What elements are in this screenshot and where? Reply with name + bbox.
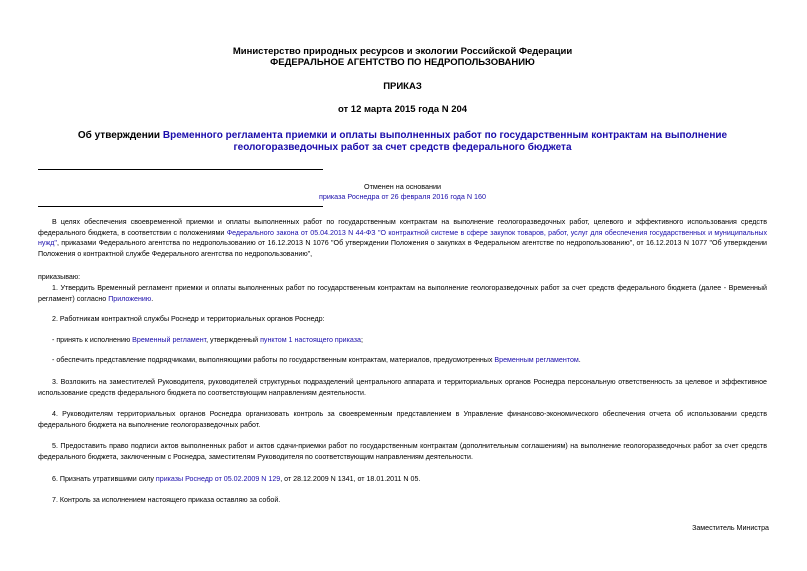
item-1 (38, 283, 767, 304)
item-6-end: , от 28.12.2009 N 1341, от 18.01.2011 N 05. (280, 474, 421, 483)
item-3: 3. Возложить на заместителей Руководителя, руководителей структурных подразделений центрального аппарата и территориальных органов Роснедра персональную ответственность за целевое и эффективное использование средств федерального бюджета по соответствующим направлениям деятельности. (38, 377, 767, 397)
item-1-text: 1. Утвердить Временный регламент приемки и оплаты выполненных работ по государственным контрактам на выполнение геологоразведочных работ за счет средств федерального бюджета (далее - Временный регламент) согласно (38, 283, 767, 303)
document-title (38, 130, 767, 154)
signature-title: Заместитель Министра (692, 524, 769, 532)
regulation-link-2[interactable]: Временным регламентом (494, 356, 579, 365)
separator-bottom (38, 206, 323, 207)
item-2b-text: - обеспечить представление подрядчиками, выполняющими работы по государственным контрактам, материалов, предусмотренных (52, 356, 495, 365)
item-2a-text-2: , утвержденный (206, 335, 261, 344)
cancellation-note (38, 182, 767, 202)
document-body (38, 217, 767, 506)
regulation-link[interactable]: Временный регламент (132, 335, 207, 344)
appendix-link[interactable]: Приложению (108, 294, 152, 303)
item-2a-text-3: ; (360, 335, 363, 344)
preamble-text-1: В целях обеспечения своевременной приемки и оплаты выполненных работ по государственным контрактам на выполнение геологоразведочных работ, целевого и эффективного использования средств федерального бюджета, в соответствии с положениями (38, 218, 767, 237)
document-type: ПРИКАЗ (383, 81, 422, 92)
cancellation-order-link[interactable]: приказа Роснедра от 26 февраля 2016 года N 160 (318, 192, 487, 201)
item-7: 7. Контроль за исполнением настоящего приказа оставляю за собой. (52, 496, 281, 505)
preamble-text-2: , приказами Федерального агентства по недропользованию от 16.12.2013 N 1076 "Об утверждении Положения о закупках в Федеральном агентстве по недропользованию", от 16.12.2013 N 1077 "Об утверждении Положения о контрактной службе Федерального агентства по недропользованию", (38, 239, 767, 258)
cancellation-label: Отменен на основании (363, 182, 441, 191)
item-2b (38, 355, 767, 366)
item-2b-end: . (578, 356, 581, 365)
item-2: 2. Работникам контрактной службы Роснедр и территориальных органов Роснедр: (52, 315, 325, 324)
clause-1-link[interactable]: пунктом 1 настоящего приказа (260, 335, 361, 344)
federal-law-link[interactable]: Федерального закона от 05.04.2013 N 44-ФЗ "О контрактной системе в сфере закупок товаров, работ, услуг для обеспечения государственных и муниципальных нужд" (38, 228, 768, 248)
item-6-text: 6. Признать утратившими силу (52, 474, 156, 483)
orders-label: приказываю: (38, 273, 81, 282)
preamble-paragraph (38, 217, 767, 259)
repealed-orders-link[interactable]: приказы Роснедр от 05.02.2009 N 129 (155, 474, 281, 483)
title-regulation-link[interactable]: Временного регламента приемки и оплаты выполненных работ по государственным контрактам на выполнение геологоразведочных работ за счет средств федерального бюджета (162, 130, 728, 153)
item-6 (38, 474, 767, 485)
separator-top (38, 169, 323, 170)
item-4: 4. Руководителям территориальных органов Роснедра организовать контроль за своевременным представлением в Управление финансово-экономического обеспечения отчета об использовании средств федерального бюджета на выполнение геологоразведочных работ. (38, 410, 767, 429)
item-2a-text-1: - принять к исполнению (52, 335, 133, 344)
item-5: 5. Предоставить право подписи актов выполненных работ и актов сдачи-приемки работ по государственным контрактам (дополнительным соглашениям) на выполнение геологоразведочных работ за счет средств федерального бюджета, заключенным с Роснедра, заместителям Руководителя по соответствующим направлениям деятельности. (38, 442, 767, 461)
item-2a (38, 335, 767, 346)
document-date-number: от 12 марта 2015 года N 204 (337, 104, 468, 115)
title-prefix: Об утверждении (77, 130, 163, 141)
ministry-name: Министерство природных ресурсов и экологии Российской Федерации (232, 46, 573, 57)
item-1-end: . (151, 294, 154, 303)
agency-name: ФЕДЕРАЛЬНОЕ АГЕНТСТВО ПО НЕДРОПОЛЬЗОВАНИЮ (270, 57, 535, 68)
